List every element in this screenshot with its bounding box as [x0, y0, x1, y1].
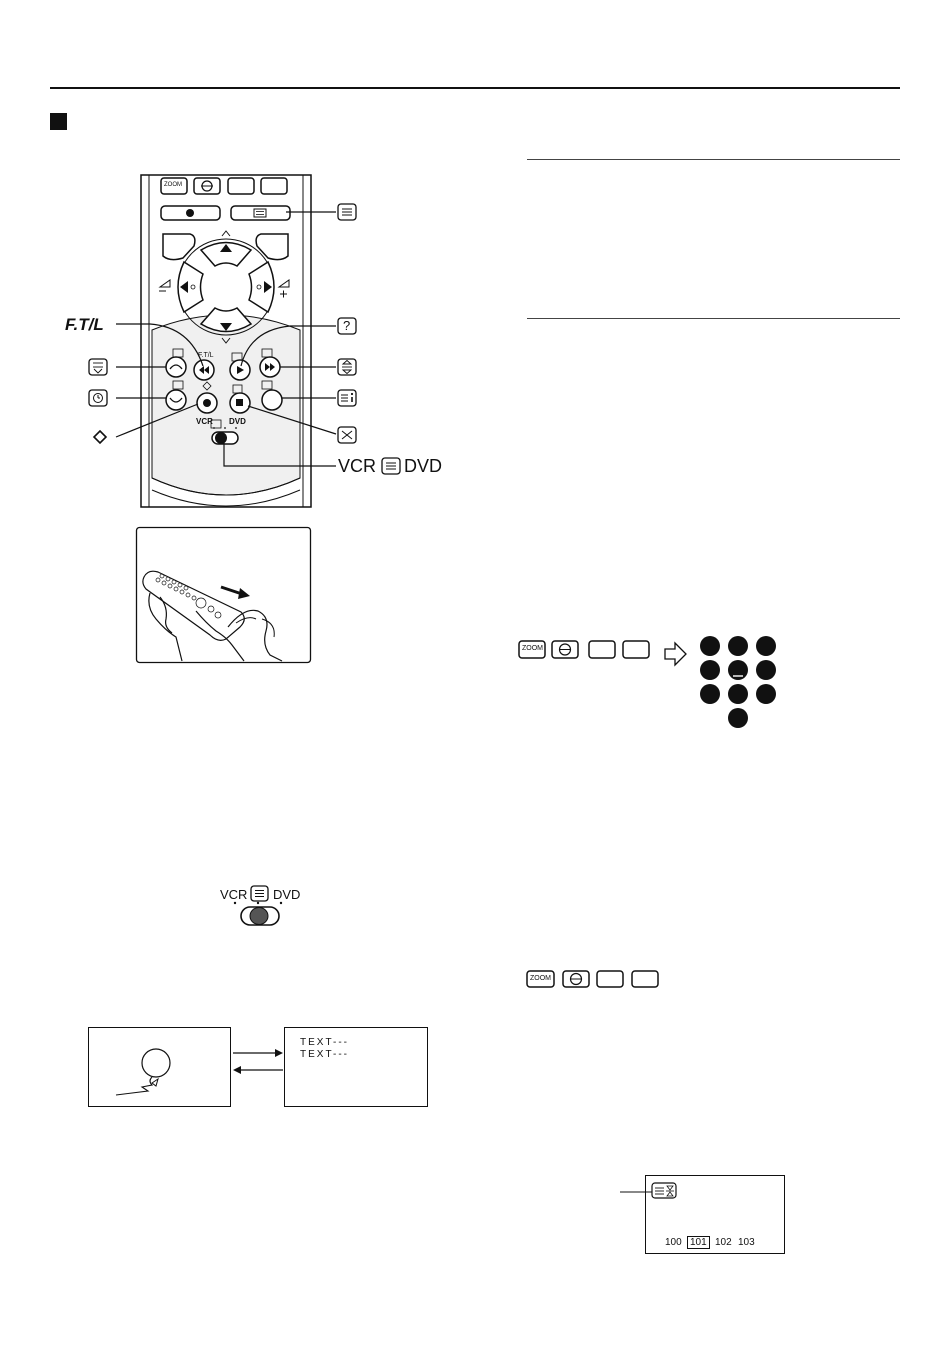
- ftl-callout-label: F.T/L: [65, 315, 104, 334]
- hold-callout-icon: [94, 431, 106, 443]
- reveal-callout-icon: [338, 359, 356, 375]
- text-screen-line-1: TEXT---: [300, 1037, 349, 1048]
- index-callout-icon: [338, 390, 356, 406]
- switch-dvd-callout-label: DVD: [404, 456, 443, 476]
- blank-button-1: [228, 178, 254, 194]
- question-callout-label: ?: [343, 318, 351, 333]
- cancel-callout-icon: [338, 427, 356, 443]
- blank-button-2: [261, 178, 287, 194]
- subpage-page-101-selected: 101: [687, 1236, 710, 1249]
- subpage-page-103: 103: [738, 1237, 755, 1248]
- zoom-label-row-2: ZOOM: [530, 975, 551, 982]
- channel-up-button: [166, 357, 186, 377]
- tv-picture-figure: [112, 1043, 172, 1103]
- subpage-page-100: 100: [665, 1237, 682, 1248]
- subpage-screen-icon: [620, 1181, 686, 1203]
- switch-vcr-callout-label: VCR: [338, 456, 377, 476]
- channel-down-button: [166, 390, 186, 410]
- number-keypad-illustration: [698, 632, 778, 732]
- slide-switch-vcr-label: VCR: [220, 887, 248, 902]
- slide-switch-dvd-label: DVD: [273, 887, 301, 902]
- hands-holding-remote-illustration: [136, 527, 311, 663]
- remote-control-illustration: [0, 0, 950, 520]
- text-screen-line-2: TEXT---: [300, 1049, 349, 1060]
- screen-switch-arrows: [231, 1045, 287, 1075]
- vcr-dvd-callout-icon: [382, 458, 400, 474]
- clock-callout-icon: [89, 390, 107, 406]
- subpage-page-102: 102: [715, 1237, 732, 1248]
- hollow-arrow-icon: [664, 641, 688, 667]
- zoom-button-label: ZOOM: [164, 182, 182, 188]
- vcr-dvd-slide-switch: [228, 900, 288, 926]
- dvd-small-label: DVD: [229, 417, 246, 426]
- zoom-label-row-1: ZOOM: [522, 645, 543, 652]
- teletext-callout-icon: [338, 204, 356, 220]
- vcr-small-label: VCR: [196, 417, 213, 426]
- ftl-small-label: F.T/L: [198, 352, 214, 359]
- subpage-callout-icon: [89, 359, 107, 375]
- power-standby-button: [262, 390, 282, 410]
- teletext-button: [231, 206, 290, 220]
